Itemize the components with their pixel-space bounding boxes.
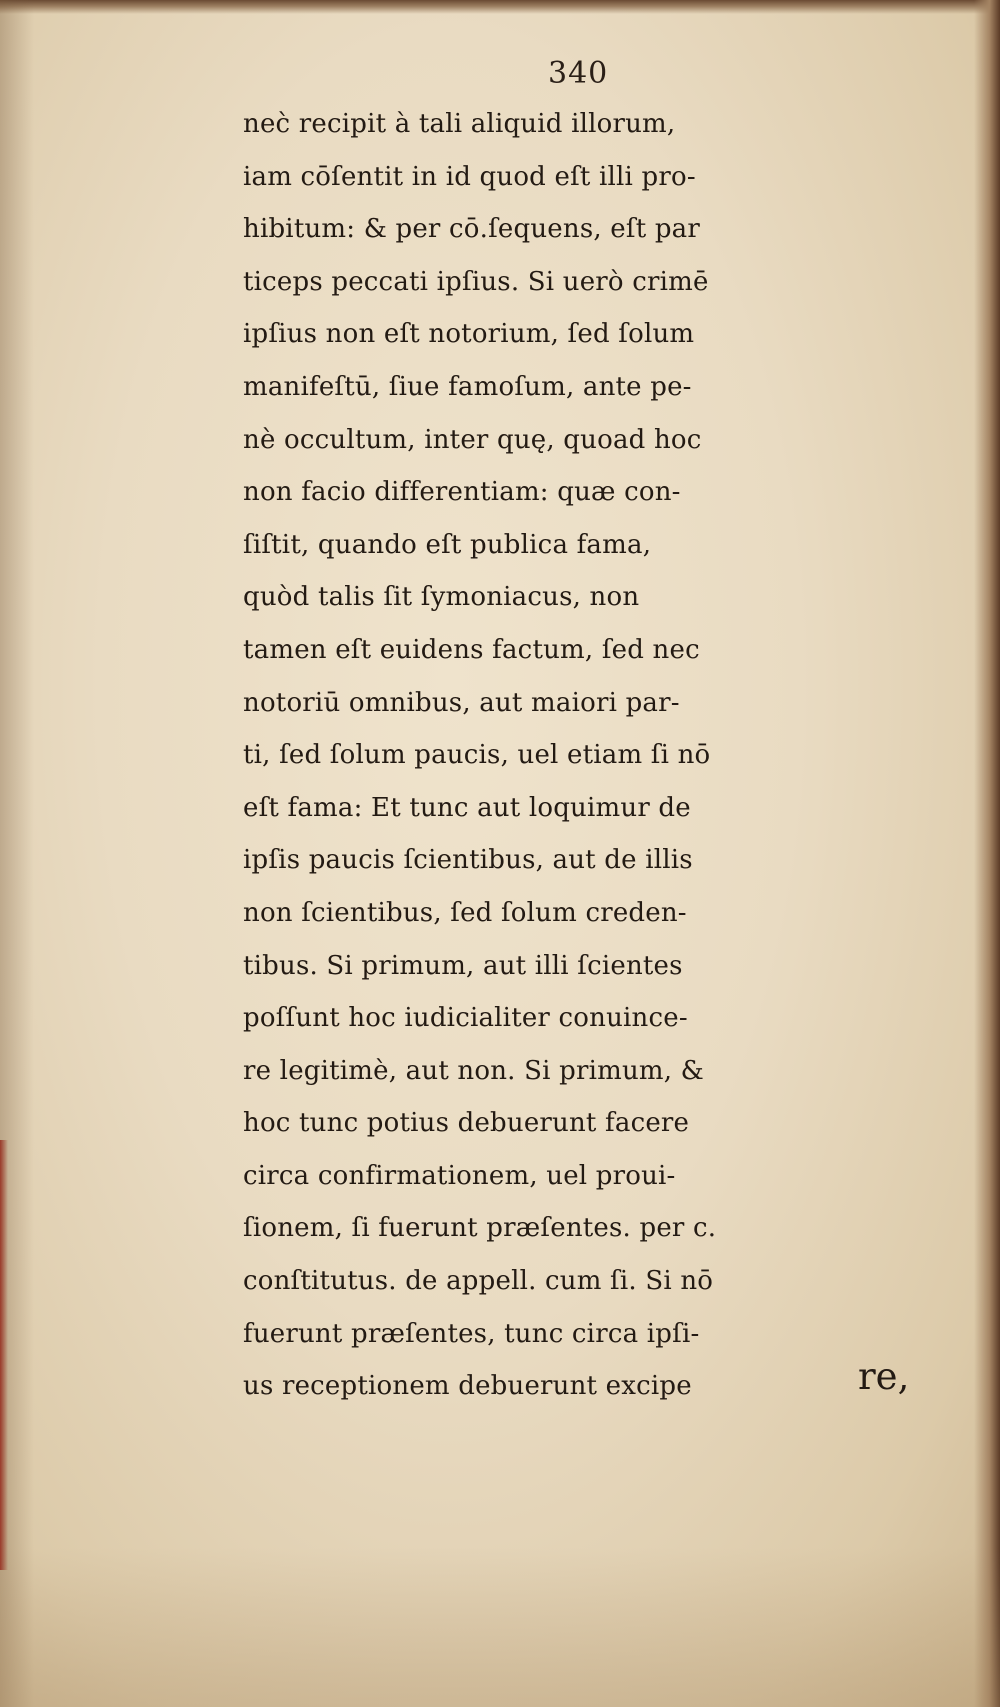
text-line: poſſunt hoc iudicialiter conuince- (243, 1003, 688, 1034)
text-line: ti, ſed ſolum paucis, uel etiam ſi nō (243, 740, 711, 771)
text-line: tibus. Si primum, aut illi ſcientes (243, 950, 683, 981)
text-line: circa confirmationem, uel proui- (243, 1160, 676, 1191)
page-right-edge (974, 0, 1000, 1707)
text-line: manifeſtū, ſiue famoſum, ante pe- (243, 371, 692, 402)
text-line: nè occultum, inter quę, quoad hoc (243, 424, 702, 455)
page-top-edge (0, 0, 1000, 14)
text-line: ticeps peccati ipſius. Si uerò crimē (243, 266, 709, 297)
text-line: tamen eſt euidens factum, ſed nec (243, 634, 700, 665)
text-line: hibitum: & per cō.ſequens, eſt par (243, 214, 701, 245)
text-line: non facio differentiam: quæ con- (243, 477, 681, 508)
text-line: nec̀ recipit à tali aliquid illorum, (243, 109, 676, 139)
text-line: notoriū omnibus, aut maiori par- (243, 687, 680, 718)
page-bottom-shade (0, 1547, 1000, 1707)
text-line: fuerunt præſentes, tunc circa ipſi- (243, 1318, 700, 1349)
text-line: ſiſtit, quando eſt publica fama, (243, 529, 652, 560)
text-line: eſt fama: Et tunc aut loquimur de (243, 792, 691, 823)
body-text (243, 98, 923, 1413)
text-line: hoc tunc potius debuerunt facere (243, 1108, 690, 1139)
text-line: us receptionem debuerunt excipe (243, 1371, 692, 1402)
text-line: ſionem, ſi fuerunt præſentes. per c. (243, 1213, 717, 1244)
catchword: re, (858, 1355, 910, 1398)
text-line: quòd talis ſit ſymoniacus, non (243, 582, 640, 613)
red-edge-stain (0, 1140, 8, 1570)
text-line: iam cōſentit in id quod eſt illi pro- (243, 161, 696, 192)
text-line: re legitimè, aut non. Si primum, & (243, 1055, 705, 1086)
text-line: ipſius non eſt notorium, ſed ſolum (243, 319, 695, 350)
page-number: 340 (548, 56, 609, 91)
text-line: conſtitutus. de appell. cum ſi. Si nō (243, 1266, 714, 1297)
text-line: non ſcientibus, ſed ſolum creden- (243, 897, 687, 928)
text-line: ipſis paucis ſcientibus, aut de illis (243, 845, 693, 876)
